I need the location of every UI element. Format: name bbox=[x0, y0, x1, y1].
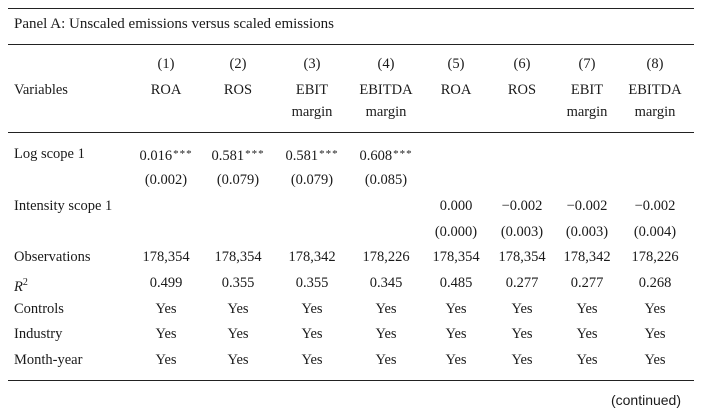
col-number: (2) bbox=[229, 56, 247, 72]
table-row bbox=[0, 169, 703, 191]
row-label: Log scope 1 bbox=[14, 146, 85, 162]
col-name: EBITDA bbox=[359, 82, 413, 98]
value-cell: 178,354 bbox=[214, 249, 262, 265]
variables-header: Variables bbox=[14, 82, 68, 98]
value-cell: Yes bbox=[445, 301, 467, 317]
panel-title: Panel A: Unscaled emissions versus scaled emissions bbox=[14, 16, 334, 32]
col-name: ROA bbox=[440, 82, 472, 98]
value-cell: Yes bbox=[644, 352, 666, 368]
se-cell: (0.079) bbox=[216, 172, 260, 188]
top-rule bbox=[8, 8, 694, 9]
header-names-row bbox=[0, 79, 703, 101]
col-name: ROS bbox=[223, 82, 253, 98]
se-cell: (0.003) bbox=[500, 224, 544, 240]
col-name-2: margin bbox=[566, 104, 608, 120]
col-name: EBIT bbox=[295, 82, 329, 98]
col-name-2: margin bbox=[634, 104, 676, 120]
value-cell: Yes bbox=[375, 301, 397, 317]
col-number: (6) bbox=[513, 56, 531, 72]
col-name: ROA bbox=[150, 82, 182, 98]
col-number: (4) bbox=[377, 56, 395, 72]
coef-cell: −0.002 bbox=[566, 198, 608, 214]
se-cell: (0.004) bbox=[633, 224, 677, 240]
value-cell: Yes bbox=[445, 352, 467, 368]
value-cell: Yes bbox=[227, 352, 249, 368]
value-cell: 0.345 bbox=[369, 275, 403, 291]
coef-cell: 0.016*** bbox=[139, 148, 193, 164]
value-cell: 0.277 bbox=[570, 275, 604, 291]
significance-stars: *** bbox=[173, 148, 193, 160]
value-cell: Yes bbox=[301, 352, 323, 368]
col-number: (1) bbox=[157, 56, 175, 72]
col-name-2: margin bbox=[291, 104, 333, 120]
table-row bbox=[0, 272, 703, 294]
header-numbers-row bbox=[0, 53, 703, 75]
coef-cell: −0.002 bbox=[501, 198, 543, 214]
value-cell: Yes bbox=[511, 352, 533, 368]
col-name: ROS bbox=[507, 82, 537, 98]
value-cell: Yes bbox=[576, 301, 598, 317]
significance-stars: *** bbox=[245, 148, 265, 160]
value-cell: Yes bbox=[155, 301, 177, 317]
value-cell: 178,354 bbox=[142, 249, 190, 265]
coef-cell: −0.002 bbox=[634, 198, 676, 214]
value-cell: 0.355 bbox=[221, 275, 255, 291]
header-rule bbox=[8, 132, 694, 133]
value-cell: Yes bbox=[375, 326, 397, 342]
col-number: (3) bbox=[303, 56, 321, 72]
table-row bbox=[0, 323, 703, 345]
row-label: $R^2$ bbox=[14, 277, 28, 295]
se-cell: (0.085) bbox=[364, 172, 408, 188]
se-cell: (0.002) bbox=[144, 172, 188, 188]
value-cell: 0.485 bbox=[439, 275, 473, 291]
table-row bbox=[0, 246, 703, 268]
significance-stars: *** bbox=[393, 148, 413, 160]
table-row bbox=[0, 349, 703, 371]
value-cell: Yes bbox=[644, 301, 666, 317]
table-row bbox=[0, 143, 703, 165]
value-cell: Yes bbox=[576, 326, 598, 342]
value-cell: Yes bbox=[375, 352, 397, 368]
value-cell: Yes bbox=[301, 301, 323, 317]
col-name-2: margin bbox=[365, 104, 407, 120]
row-label: Observations bbox=[14, 249, 91, 265]
value-cell: Yes bbox=[644, 326, 666, 342]
coef-cell: 0.000 bbox=[439, 198, 473, 214]
table-row bbox=[0, 221, 703, 243]
value-cell: Yes bbox=[155, 326, 177, 342]
title-rule bbox=[8, 44, 694, 45]
value-cell: Yes bbox=[155, 352, 177, 368]
value-cell: Yes bbox=[511, 326, 533, 342]
col-number: (8) bbox=[646, 56, 664, 72]
value-cell: 0.277 bbox=[505, 275, 539, 291]
value-cell: Yes bbox=[445, 326, 467, 342]
continued-note: (continued) bbox=[610, 392, 681, 408]
value-cell: 178,342 bbox=[288, 249, 336, 265]
coef-cell: 0.581*** bbox=[285, 148, 339, 164]
se-cell: (0.079) bbox=[290, 172, 334, 188]
col-number: (7) bbox=[578, 56, 596, 72]
value-cell: 178,354 bbox=[498, 249, 546, 265]
significance-stars: *** bbox=[319, 148, 339, 160]
row-label: Month-year bbox=[14, 352, 83, 368]
row-label: Intensity scope 1 bbox=[14, 198, 113, 214]
header-names-row-2 bbox=[0, 101, 703, 123]
row-label: Industry bbox=[14, 326, 63, 342]
value-cell: Yes bbox=[511, 301, 533, 317]
value-cell: 178,342 bbox=[563, 249, 611, 265]
value-cell: Yes bbox=[227, 301, 249, 317]
value-cell: 0.268 bbox=[638, 275, 672, 291]
coef-cell: 0.581*** bbox=[211, 148, 265, 164]
value-cell: Yes bbox=[227, 326, 249, 342]
value-cell: Yes bbox=[301, 326, 323, 342]
coef-cell: 0.608*** bbox=[359, 148, 413, 164]
value-cell: 178,226 bbox=[362, 249, 410, 265]
value-cell: 178,226 bbox=[631, 249, 679, 265]
se-cell: (0.000) bbox=[434, 224, 478, 240]
col-name: EBIT bbox=[570, 82, 604, 98]
value-cell: 178,354 bbox=[432, 249, 480, 265]
table-row bbox=[0, 195, 703, 217]
value-cell: 0.355 bbox=[295, 275, 329, 291]
row-label: Controls bbox=[14, 301, 64, 317]
value-cell: 0.499 bbox=[149, 275, 183, 291]
table-row bbox=[0, 298, 703, 320]
bottom-rule bbox=[8, 380, 694, 381]
col-name: EBITDA bbox=[628, 82, 682, 98]
value-cell: Yes bbox=[576, 352, 598, 368]
se-cell: (0.003) bbox=[565, 224, 609, 240]
col-number: (5) bbox=[447, 56, 465, 72]
